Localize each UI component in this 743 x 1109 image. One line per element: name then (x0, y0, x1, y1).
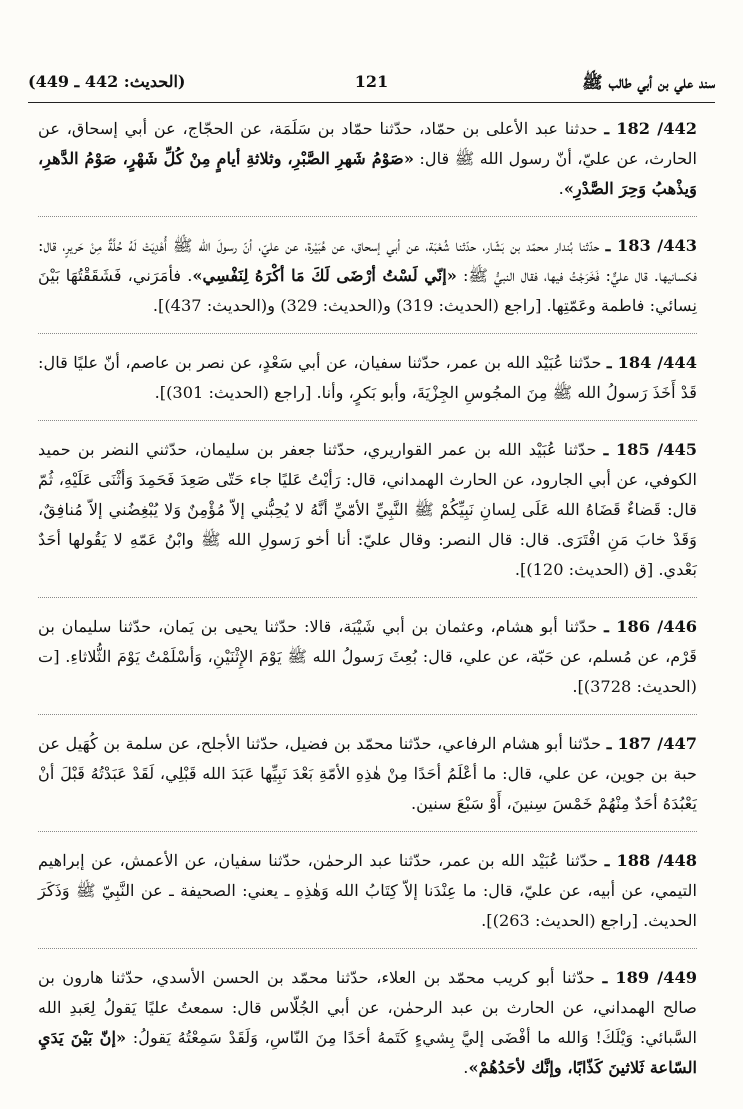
hadith-text: حدّثنا عُبَيْد الله بن عمر، حدّثنا عبد الرحمٰن، حدّثنا سفيان، عن الأعمش، عن إبراهيم التيمي، عن أبيه، عن عليّ، قال: ما عِنْدَنا إلاّ كِتَابُ الله وَهٰذِهِ ـ يعني: الصحيفة ـ عن النَّبِيّ ﷺ وَذَكَرَ الحديث. [راجع (الحديث: 263)]. (38, 851, 697, 930)
hadith-442 (38, 114, 697, 217)
running-title: سند علي بن أبي طالب ﷺ (582, 73, 715, 93)
hadith-number: 448/ 188 ـ (604, 851, 697, 870)
hadith-447 (38, 729, 697, 832)
hadith-tail: . فأمَرَني، فَشَقَقْتُهَا بَيْنَ نِسائي: فاطمة وعَمّتِها. [راجع (الحديث: 319) و(الحديث: 329) و(الحديث: 437)]. (38, 266, 697, 315)
hadith-444 (38, 348, 697, 421)
hadith-matn: «إنّ بَيْنَ يَدَيِ السّاعة ثَلاثينَ كَذّابًا، وإنَّك لأحَدُهُمْ» (38, 1028, 697, 1077)
hadith-matn: «إنّي لَسْتُ أرْضَى لَكَ مَا أكْرَهُ لِنَفْسِي» (192, 266, 457, 285)
hadith-range: (الحديث: 442 ـ 449) (28, 72, 186, 91)
hadith-text: حدّثنا أبو كريب محمّد بن العلاء، حدّثنا محمّد بن الحسن الأسدي، حدّثنا هارون بن صالح الهمداني، عن الحارث بن عبد الرحمٰن، عن أبي الجُلّاس قال: سمعتُ عليًا يَقولُ لِعَبدِ الله السَّبائي: وَيْلَكَ! وَالله ما أفْضَى إليَّ بِشيءٍ كَتَمهُ أحَدًا مِنَ النّاسِ، وَلَقَدْ سَمِعْتُهُ يَقولُ: (38, 968, 697, 1047)
hadith-number: 447/ 187 ـ (606, 734, 697, 753)
page-header (28, 62, 715, 103)
hadith-445 (38, 435, 697, 598)
hadith-448 (38, 846, 697, 949)
hadith-number: 446/ 186 ـ (604, 617, 697, 636)
hadith-446 (38, 612, 697, 715)
hadith-matn: «صَوْمُ شَهرِ الصَّبْرِ، وثلاثةِ أيامٍ مِنْ كُلِّ شَهْرٍ، صَوْمُ الدَّهرِ، وَيذْهبُ وَحِرَ الصَّدْرِ» (38, 149, 697, 198)
hadith-text: حدّثنا عُبَيْد الله بن عمر القواريري، حدّثنا جعفر بن سليمان، حدّثني النضر بن حميد الكوفي، عن أبي الجارود، عن الحارث الهمداني، قال: رَأيْتُ عَليًا جاء حَتّى صَعِدَ فَحَمِدَ وَأثْنَى عَلَيْهِ، ثُمّ قال: قَضاءٌ قَضَاهُ الله عَلَى لِسانِ نَبِيِّكُمْ ﷺ النَّبِيِّ الأمّيِّ أنَّهُ لا يُحِبُّني إلاّ مُؤْمِنٌ وَلا يُبْغِضُني إلاّ مُنافِقٌ، وَقَدْ خابَ مَنِ افْتَرَى. قال: قال النصر: وقال عليّ: أنا أخو رَسولِ الله ﷺ وابْنُ عَمّهِ لا يَقُولها أحَدٌ بَعْدي. [ق (الحديث: 120)]. (38, 440, 697, 579)
hadith-number: 443/ 183 ـ (605, 236, 697, 255)
hadith-text: حدّثنا أبو هشام الرفاعي، حدّثنا محمّد بن فضيل، حدّثنا الأجلح، عن سلمة بن كُهَيل عن حبة بن جوين، عن علي، قال: ما أعْلَمُ أحَدًا مِنْ هٰذِهِ الأمّةِ بَعْدَ نَبِيِّها عَبَدَ الله قَبْلِي، لَقَدْ عَبَدْتُهُ قَبْلَ أنْ يَعْبُدَهُ أحَدٌ مِنْهُمْ خَمْسَ سِنينَ، أَوْ سَبْعَ سنين. (38, 734, 697, 813)
page-body (38, 114, 697, 1109)
hadith-tail: . (558, 179, 564, 198)
hadith-number: 444/ 184 ـ (606, 353, 697, 372)
hadith-text: حدّثنا بُندار محمّد بن بَشّار، حدّثنا شُعْبَة، عن أبي إسحاق، عن هُبَيْرة، عن عليّ، أنّ رسولَ الله ﷺ أُهْدِيَتْ لَهُ حُلَّةٌ مِنْ حَريرٍ، قال: فكسانيها. قال عليٌّ: فَخَرَجْتُ فيها، فقال النبيُّ ﷺ: (38, 236, 698, 285)
hadith-number: 449/ 189 ـ (602, 968, 697, 987)
hadith-text: حدثنا عبد الأعلى بن حمّاد، حدّثنا حمّاد بن سَلَمَة، عن الحجّاج، عن أبي إسحاق، عن الحارث، عن عليّ، أنّ رسول الله ﷺ قال: (38, 119, 697, 168)
hadith-text: حدّثنا عُبَيْد الله بن عمر، حدّثنا سفيان، عن أبي سَعْدٍ، عن نصر بن عاصم، أنّ عليًا قال: قَدْ أَخَذَ رَسولُ الله ﷺ مِنَ المجُوسِ الجِزْيَةَ، وأبو بَكرٍ، وأنا. [راجع (الحديث: 301)]. (38, 353, 697, 402)
hadith-text: حدّثنا أبو هشام، وعثمان بن أبي شَيْبَة، قالا: حدّثنا يحيى بن يَمان، حدّثنا سليمان بن قَرْم، عن مُسلم، عن حَبّة، عن علي، قال: بُعِثَ رَسولُ الله ﷺ يَوْمَ الإِثْنَيْنِ، وَأسْلَمْتُ يَوْمَ الثُّلاثاءِ. [ت (الحديث: 3728)]. (38, 617, 697, 696)
hadith-443 (38, 231, 697, 334)
page-number: 121 (354, 72, 389, 91)
hadith-449 (38, 963, 697, 1095)
hadith-tail: . (463, 1058, 469, 1077)
hadith-number: 442/ 182 ـ (604, 119, 697, 138)
hadith-number: 445/ 185 ـ (603, 440, 697, 459)
